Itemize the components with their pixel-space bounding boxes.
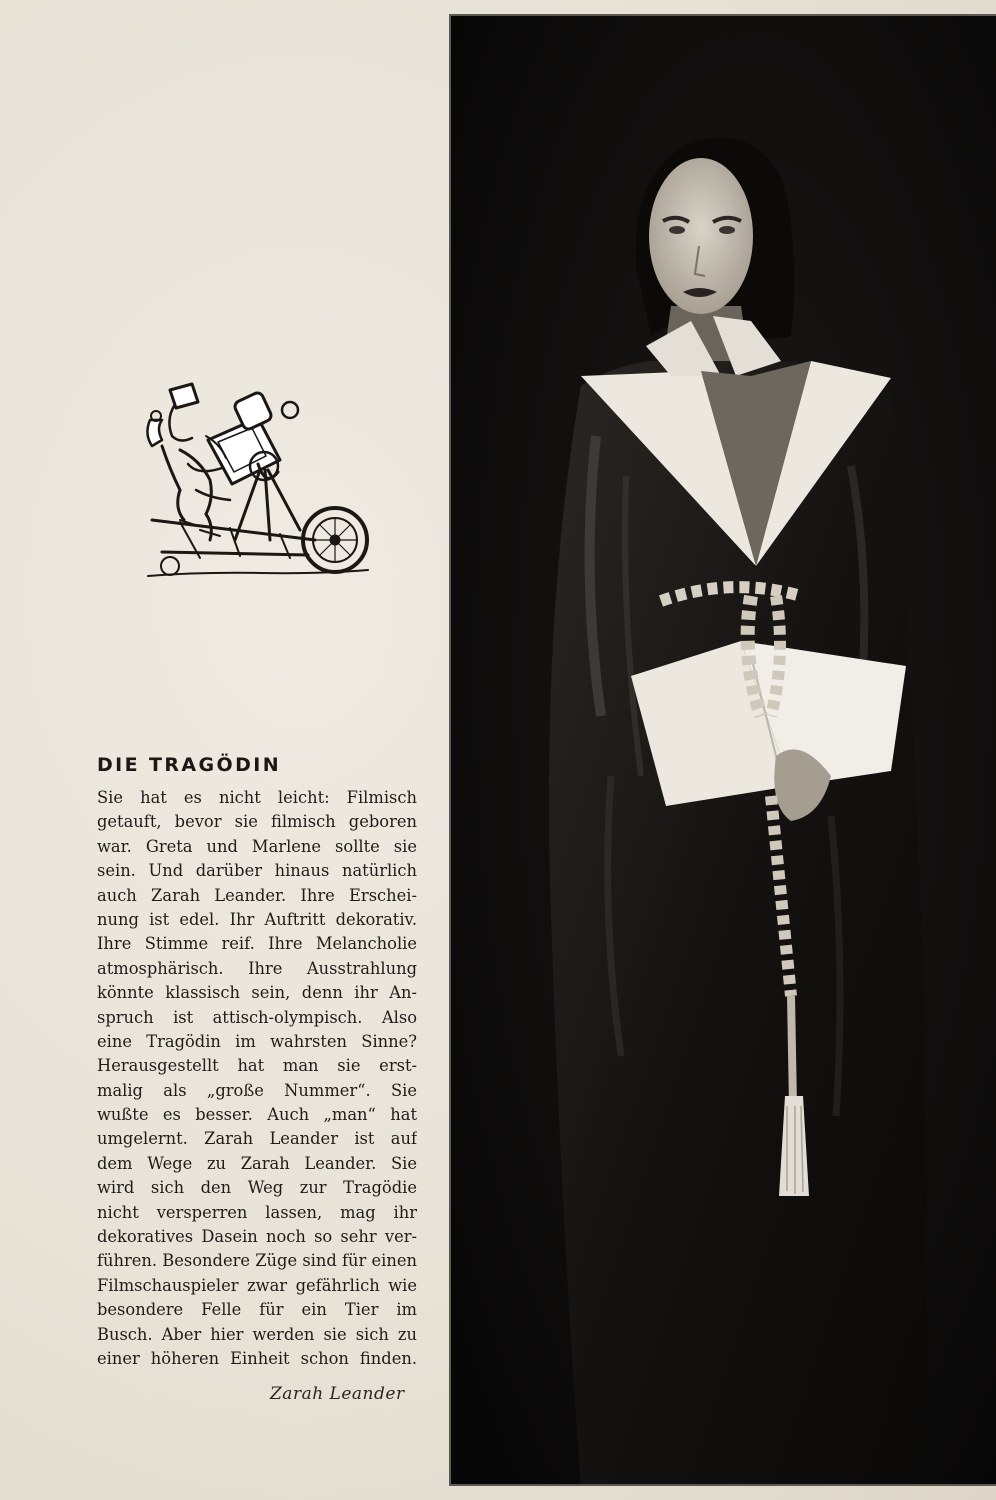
body-line: Ihre Stimme reif. Ihre Melancholie [97, 934, 417, 954]
signature: Zarah Leander [270, 1384, 405, 1404]
body-line: besondere Felle für ein Tier im [97, 1300, 417, 1320]
body-line: Filmschauspieler zwar gefährlich wie [97, 1275, 417, 1295]
body-line: umgelernt. Zarah Leander ist auf [97, 1129, 417, 1149]
body-line: könnte klassisch sein, denn ihr An- [97, 983, 417, 1003]
body-line: dem Wege zu Zarah Leander. Sie [97, 1153, 417, 1173]
body-line: war. Greta und Marlene sollte sie [97, 836, 417, 856]
body-line: nung ist edel. Ihr Auftritt dekorativ. [97, 909, 417, 929]
body-line: nicht versperren lassen, mag ihr [97, 1202, 417, 1222]
article-title: DIE TRAGÖDIN [97, 754, 282, 776]
body-line: einer höheren Einheit schon finden. [97, 1348, 417, 1368]
body-line: spruch ist attisch-olympisch. Also [97, 1007, 417, 1027]
body-line: Herausgestellt hat man sie erst- [97, 1056, 417, 1076]
article-body [97, 786, 417, 1371]
body-line: dekoratives Dasein noch so sehr ver- [97, 1227, 417, 1247]
portrait-photo [449, 14, 996, 1486]
body-line: wird sich den Weg zur Tragödie [97, 1178, 417, 1198]
body-line: sein. Und darüber hinaus natürlich [97, 861, 417, 881]
film-camera-sketch-icon [140, 380, 375, 585]
body-line: Sie hat es nicht leicht: Filmisch [97, 788, 417, 807]
body-line: führen. Besondere Züge sind für einen [97, 1251, 417, 1271]
body-line: atmosphärisch. Ihre Ausstrahlung [97, 958, 417, 978]
body-line: eine Tragödin im wahrsten Sinne? [97, 1031, 417, 1051]
body-line: getauft, bevor sie filmisch geboren [97, 812, 417, 832]
body-line: Busch. Aber hier werden sie sich zu [97, 1324, 417, 1344]
body-line: malig als „große Nummer“. Sie [97, 1080, 417, 1100]
body-line: wußte es besser. Auch „man“ hat [97, 1105, 417, 1125]
body-line: auch Zarah Leander. Ihre Erschei- [97, 885, 417, 905]
